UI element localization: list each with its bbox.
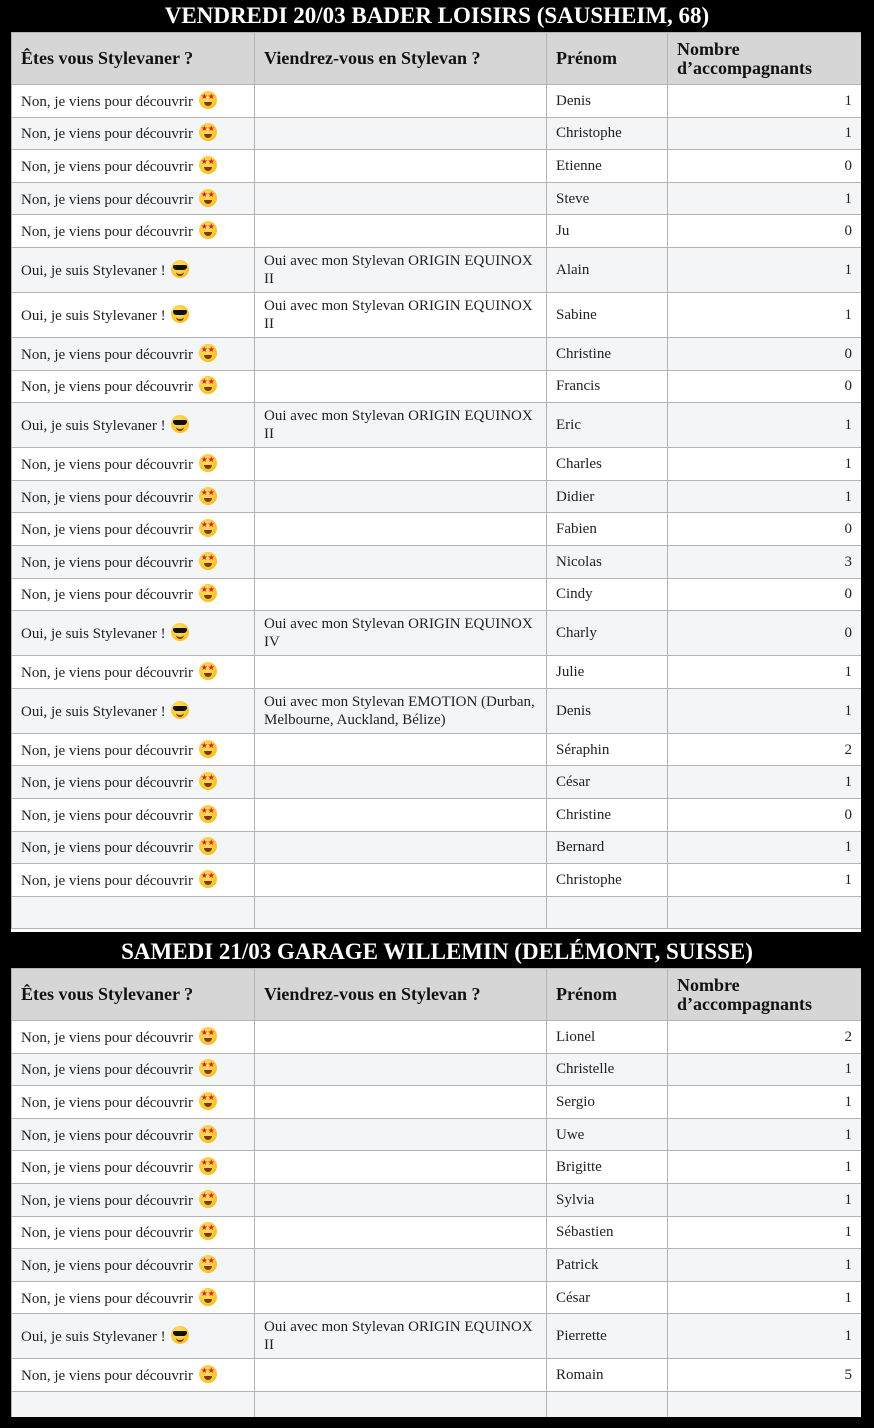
cell-count: 1 [668, 247, 862, 292]
cell-vehicle [255, 370, 547, 403]
cell-vehicle [255, 545, 547, 578]
table-row [12, 1021, 862, 1054]
sunglasses-icon [171, 701, 189, 719]
cell-prenom: Séraphin [547, 733, 668, 766]
table-row [12, 403, 862, 448]
table-row [12, 150, 862, 183]
table-row [12, 1216, 862, 1249]
cell-stylevaner [12, 215, 255, 248]
table-row [12, 688, 862, 733]
star-struck-icon [199, 376, 217, 394]
header-prenom: Prénom [547, 33, 668, 85]
cell-vehicle [255, 798, 547, 831]
stylevaner-answer: Non, je viens pour découvrir [21, 1160, 194, 1177]
stylevaner-answer: Non, je viens pour découvrir [21, 742, 194, 759]
header-viendrez: Viendrez-vous en Stylevan ? [255, 969, 547, 1021]
cell-stylevaner [12, 864, 255, 897]
cell-count: 5 [668, 1359, 862, 1392]
empty-cell [12, 896, 255, 929]
cell-count: 1 [668, 1118, 862, 1151]
star-struck-icon [199, 662, 217, 680]
cell-stylevaner [12, 1281, 255, 1314]
stylevaner-answer: Oui, je suis Stylevaner ! [21, 626, 166, 643]
cell-vehicle [255, 1216, 547, 1249]
cell-vehicle [255, 578, 547, 611]
stylevaner-answer: Non, je viens pour découvrir [21, 1062, 194, 1079]
cell-prenom: Etienne [547, 150, 668, 183]
table-row [12, 1151, 862, 1184]
star-struck-icon [199, 740, 217, 758]
table-row [12, 337, 862, 370]
stylevaner-answer: Non, je viens pour découvrir [21, 554, 194, 571]
cell-count: 0 [668, 215, 862, 248]
cell-stylevaner [12, 1021, 255, 1054]
cell-count: 2 [668, 1021, 862, 1054]
cell-stylevaner [12, 448, 255, 481]
table-row [12, 656, 862, 689]
cell-prenom: Francis [547, 370, 668, 403]
table-row [12, 513, 862, 546]
cell-prenom: Sylvia [547, 1183, 668, 1216]
cell-vehicle [255, 150, 547, 183]
star-struck-icon [199, 123, 217, 141]
cell-count: 2 [668, 733, 862, 766]
cell-stylevaner [12, 337, 255, 370]
cell-stylevaner [12, 1183, 255, 1216]
cell-stylevaner [12, 1314, 255, 1359]
empty-cell [255, 896, 547, 929]
cell-stylevaner [12, 1118, 255, 1151]
header-prenom: Prénom [547, 969, 668, 1021]
table-row [12, 864, 862, 897]
cell-count: 1 [668, 403, 862, 448]
table-row [12, 1118, 862, 1151]
cell-vehicle [255, 1053, 547, 1086]
cell-count: 1 [668, 1216, 862, 1249]
cell-prenom: Charles [547, 448, 668, 481]
cell-stylevaner [12, 578, 255, 611]
star-struck-icon [199, 487, 217, 505]
cell-count: 1 [668, 766, 862, 799]
cell-prenom: Sabine [547, 292, 668, 337]
cell-prenom: Christelle [547, 1053, 668, 1086]
stylevaner-answer: Non, je viens pour découvrir [21, 775, 194, 792]
cell-stylevaner [12, 1086, 255, 1119]
cell-count: 0 [668, 611, 862, 656]
stylevaner-answer: Non, je viens pour découvrir [21, 522, 194, 539]
section-title-saturday: SAMEDI 21/03 GARAGE WILLEMIN (DELÉMONT, SUISSE) [121, 939, 753, 964]
sunglasses-icon [171, 623, 189, 641]
stylevaner-answer: Oui, je suis Stylevaner ! [21, 1329, 166, 1346]
table-row [12, 85, 862, 118]
cell-vehicle [255, 1118, 547, 1151]
cell-prenom: Sergio [547, 1086, 668, 1119]
stylevaner-answer: Non, je viens pour découvrir [21, 1290, 194, 1307]
stylevaner-answer: Non, je viens pour découvrir [21, 664, 194, 681]
cell-count: 1 [668, 1053, 862, 1086]
cell-prenom: César [547, 1281, 668, 1314]
cell-vehicle [255, 215, 547, 248]
cell-count: 1 [668, 831, 862, 864]
cell-vehicle [255, 1281, 547, 1314]
table-row [12, 831, 862, 864]
stylevaner-answer: Non, je viens pour découvrir [21, 224, 194, 241]
stylevaner-answer: Non, je viens pour découvrir [21, 93, 194, 110]
cell-prenom: Sébastien [547, 1216, 668, 1249]
cell-vehicle: Oui avec mon Stylevan ORIGIN EQUINOX II [255, 403, 547, 448]
cell-stylevaner [12, 1151, 255, 1184]
stylevaner-answer: Non, je viens pour découvrir [21, 872, 194, 889]
cell-prenom: Pierrette [547, 1314, 668, 1359]
stylevaner-answer: Non, je viens pour découvrir [21, 1225, 194, 1242]
table-row [12, 1249, 862, 1282]
stylevaner-answer: Non, je viens pour découvrir [21, 1094, 194, 1111]
cell-vehicle [255, 337, 547, 370]
cell-prenom: Steve [547, 182, 668, 215]
cell-count: 1 [668, 1249, 862, 1282]
stylevaner-answer: Non, je viens pour découvrir [21, 587, 194, 604]
star-struck-icon [199, 454, 217, 472]
table-row [12, 1053, 862, 1086]
stylevaner-answer: Oui, je suis Stylevaner ! [21, 262, 166, 279]
star-struck-icon [199, 1190, 217, 1208]
cell-prenom: César [547, 766, 668, 799]
star-struck-icon [199, 344, 217, 362]
cell-stylevaner [12, 798, 255, 831]
cell-count: 1 [668, 1314, 862, 1359]
cell-vehicle [255, 1359, 547, 1392]
cell-vehicle [255, 1151, 547, 1184]
star-struck-icon [199, 1288, 217, 1306]
cell-vehicle: Oui avec mon Stylevan EMOTION (Durban, Melbourne, Auckland, Bélize) [255, 688, 547, 733]
star-struck-icon [199, 519, 217, 537]
star-struck-icon [199, 805, 217, 823]
cell-count: 0 [668, 150, 862, 183]
cell-prenom: Christine [547, 798, 668, 831]
star-struck-icon [199, 1027, 217, 1045]
cell-stylevaner [12, 513, 255, 546]
cell-stylevaner [12, 1053, 255, 1086]
cell-prenom: Eric [547, 403, 668, 448]
cell-count: 0 [668, 370, 862, 403]
cell-stylevaner [12, 292, 255, 337]
cell-count: 1 [668, 864, 862, 897]
cell-count: 1 [668, 480, 862, 513]
cell-prenom: Lionel [547, 1021, 668, 1054]
star-struck-icon [199, 1125, 217, 1143]
stylevaner-answer: Non, je viens pour découvrir [21, 191, 194, 208]
table-row [12, 292, 862, 337]
cell-stylevaner [12, 611, 255, 656]
cell-vehicle: Oui avec mon Stylevan ORIGIN EQUINOX II [255, 1314, 547, 1359]
table-row [12, 1281, 862, 1314]
star-struck-icon [199, 189, 217, 207]
empty-cell [668, 1391, 862, 1417]
table-row [12, 545, 862, 578]
header-nombre: Nombre d’accompagnants [668, 33, 862, 85]
table-row [12, 117, 862, 150]
star-struck-icon [199, 91, 217, 109]
cell-prenom: Alain [547, 247, 668, 292]
table-row [12, 1359, 862, 1392]
cell-stylevaner [12, 85, 255, 118]
cell-count: 1 [668, 1281, 862, 1314]
table-row [12, 798, 862, 831]
cell-count: 1 [668, 448, 862, 481]
cell-vehicle: Oui avec mon Stylevan ORIGIN EQUINOX II [255, 292, 547, 337]
table-body-friday [12, 85, 862, 929]
table-row [12, 1086, 862, 1119]
header-stylevaner: Êtes vous Stylevaner ? [12, 33, 255, 85]
table-row [12, 448, 862, 481]
cell-prenom: Christophe [547, 864, 668, 897]
cell-count: 0 [668, 337, 862, 370]
stylevaner-answer: Non, je viens pour découvrir [21, 807, 194, 824]
cell-count: 3 [668, 545, 862, 578]
stylevaner-answer: Oui, je suis Stylevaner ! [21, 307, 166, 324]
cell-prenom: Fabien [547, 513, 668, 546]
empty-row [12, 1391, 862, 1417]
cell-vehicle [255, 513, 547, 546]
cell-vehicle [255, 117, 547, 150]
cell-vehicle [255, 656, 547, 689]
star-struck-icon [199, 837, 217, 855]
star-struck-icon [199, 1059, 217, 1077]
stylevaner-answer: Oui, je suis Stylevaner ! [21, 418, 166, 435]
cell-prenom: Denis [547, 688, 668, 733]
cell-count: 0 [668, 798, 862, 831]
cell-vehicle [255, 1249, 547, 1282]
stylevaner-answer: Non, je viens pour découvrir [21, 840, 194, 857]
cell-stylevaner [12, 688, 255, 733]
cell-count: 1 [668, 1086, 862, 1119]
cell-stylevaner [12, 831, 255, 864]
table-row [12, 766, 862, 799]
cell-prenom: Bernard [547, 831, 668, 864]
cell-vehicle [255, 1086, 547, 1119]
table-row [12, 1183, 862, 1216]
table-row [12, 182, 862, 215]
star-struck-icon [199, 221, 217, 239]
cell-stylevaner [12, 150, 255, 183]
table-row [12, 611, 862, 656]
cell-count: 0 [668, 578, 862, 611]
table-panel-friday [11, 32, 861, 932]
cell-prenom: Didier [547, 480, 668, 513]
stylevaner-answer: Non, je viens pour découvrir [21, 158, 194, 175]
empty-cell [547, 1391, 668, 1417]
cell-stylevaner [12, 545, 255, 578]
cell-vehicle: Oui avec mon Stylevan ORIGIN EQUINOX IV [255, 611, 547, 656]
registrations-table-saturday [11, 968, 861, 1417]
table-row [12, 1314, 862, 1359]
stylevaner-answer: Non, je viens pour découvrir [21, 1368, 194, 1385]
cell-stylevaner [12, 480, 255, 513]
section-title-friday: VENDREDI 20/03 BADER LOISIRS (SAUSHEIM, 68) [164, 3, 710, 28]
cell-stylevaner [12, 1216, 255, 1249]
cell-count: 1 [668, 182, 862, 215]
cell-prenom: Romain [547, 1359, 668, 1392]
table-row [12, 215, 862, 248]
cell-prenom: Cindy [547, 578, 668, 611]
cell-stylevaner [12, 370, 255, 403]
empty-row [12, 896, 862, 929]
stylevaner-answer: Non, je viens pour découvrir [21, 456, 194, 473]
cell-vehicle [255, 733, 547, 766]
cell-count: 1 [668, 688, 862, 733]
cell-prenom: Julie [547, 656, 668, 689]
cell-prenom: Christine [547, 337, 668, 370]
stylevaner-answer: Oui, je suis Stylevaner ! [21, 703, 166, 720]
cell-vehicle [255, 448, 547, 481]
cell-stylevaner [12, 403, 255, 448]
star-struck-icon [199, 870, 217, 888]
cell-count: 1 [668, 117, 862, 150]
cell-prenom: Charly [547, 611, 668, 656]
cell-vehicle [255, 1183, 547, 1216]
stylevaner-answer: Non, je viens pour découvrir [21, 489, 194, 506]
stylevaner-answer: Non, je viens pour découvrir [21, 126, 194, 143]
table-row [12, 480, 862, 513]
cell-vehicle: Oui avec mon Stylevan ORIGIN EQUINOX II [255, 247, 547, 292]
cell-count: 1 [668, 1183, 862, 1216]
cell-stylevaner [12, 117, 255, 150]
cell-count: 1 [668, 1151, 862, 1184]
sunglasses-icon [171, 305, 189, 323]
star-struck-icon [199, 1092, 217, 1110]
cell-count: 0 [668, 513, 862, 546]
empty-cell [255, 1391, 547, 1417]
header-viendrez: Viendrez-vous en Stylevan ? [255, 33, 547, 85]
sunglasses-icon [171, 415, 189, 433]
star-struck-icon [199, 584, 217, 602]
table-row [12, 578, 862, 611]
empty-cell [12, 1391, 255, 1417]
stylevaner-answer: Non, je viens pour découvrir [21, 1029, 194, 1046]
sunglasses-icon [171, 1326, 189, 1344]
registrations-table-friday [11, 32, 861, 929]
cell-prenom: Ju [547, 215, 668, 248]
stylevaner-answer: Non, je viens pour découvrir [21, 1257, 194, 1274]
cell-prenom: Christophe [547, 117, 668, 150]
cell-vehicle [255, 1021, 547, 1054]
star-struck-icon [199, 156, 217, 174]
table-panel-saturday [11, 968, 861, 1417]
cell-prenom: Denis [547, 85, 668, 118]
star-struck-icon [199, 1222, 217, 1240]
table-body-saturday [12, 1021, 862, 1418]
cell-vehicle [255, 831, 547, 864]
cell-count: 1 [668, 292, 862, 337]
cell-vehicle [255, 85, 547, 118]
cell-vehicle [255, 864, 547, 897]
star-struck-icon [199, 1255, 217, 1273]
table-row [12, 247, 862, 292]
sunglasses-icon [171, 260, 189, 278]
empty-cell [668, 896, 862, 929]
cell-prenom: Uwe [547, 1118, 668, 1151]
cell-count: 1 [668, 85, 862, 118]
cell-count: 1 [668, 656, 862, 689]
star-struck-icon [199, 552, 217, 570]
stylevaner-answer: Non, je viens pour découvrir [21, 346, 194, 363]
cell-stylevaner [12, 182, 255, 215]
header-nombre: Nombre d’accompagnants [668, 969, 862, 1021]
star-struck-icon [199, 1157, 217, 1175]
cell-prenom: Nicolas [547, 545, 668, 578]
cell-stylevaner [12, 247, 255, 292]
cell-prenom: Brigitte [547, 1151, 668, 1184]
cell-vehicle [255, 766, 547, 799]
stylevaner-answer: Non, je viens pour découvrir [21, 1127, 194, 1144]
header-stylevaner: Êtes vous Stylevaner ? [12, 969, 255, 1021]
cell-vehicle [255, 182, 547, 215]
cell-stylevaner [12, 766, 255, 799]
table-row [12, 370, 862, 403]
star-struck-icon [199, 1365, 217, 1383]
cell-stylevaner [12, 656, 255, 689]
star-struck-icon [199, 772, 217, 790]
table-row [12, 733, 862, 766]
cell-prenom: Patrick [547, 1249, 668, 1282]
cell-stylevaner [12, 733, 255, 766]
stylevaner-answer: Non, je viens pour découvrir [21, 379, 194, 396]
cell-stylevaner [12, 1249, 255, 1282]
stylevaner-answer: Non, je viens pour découvrir [21, 1192, 194, 1209]
cell-stylevaner [12, 1359, 255, 1392]
empty-cell [547, 896, 668, 929]
cell-vehicle [255, 480, 547, 513]
